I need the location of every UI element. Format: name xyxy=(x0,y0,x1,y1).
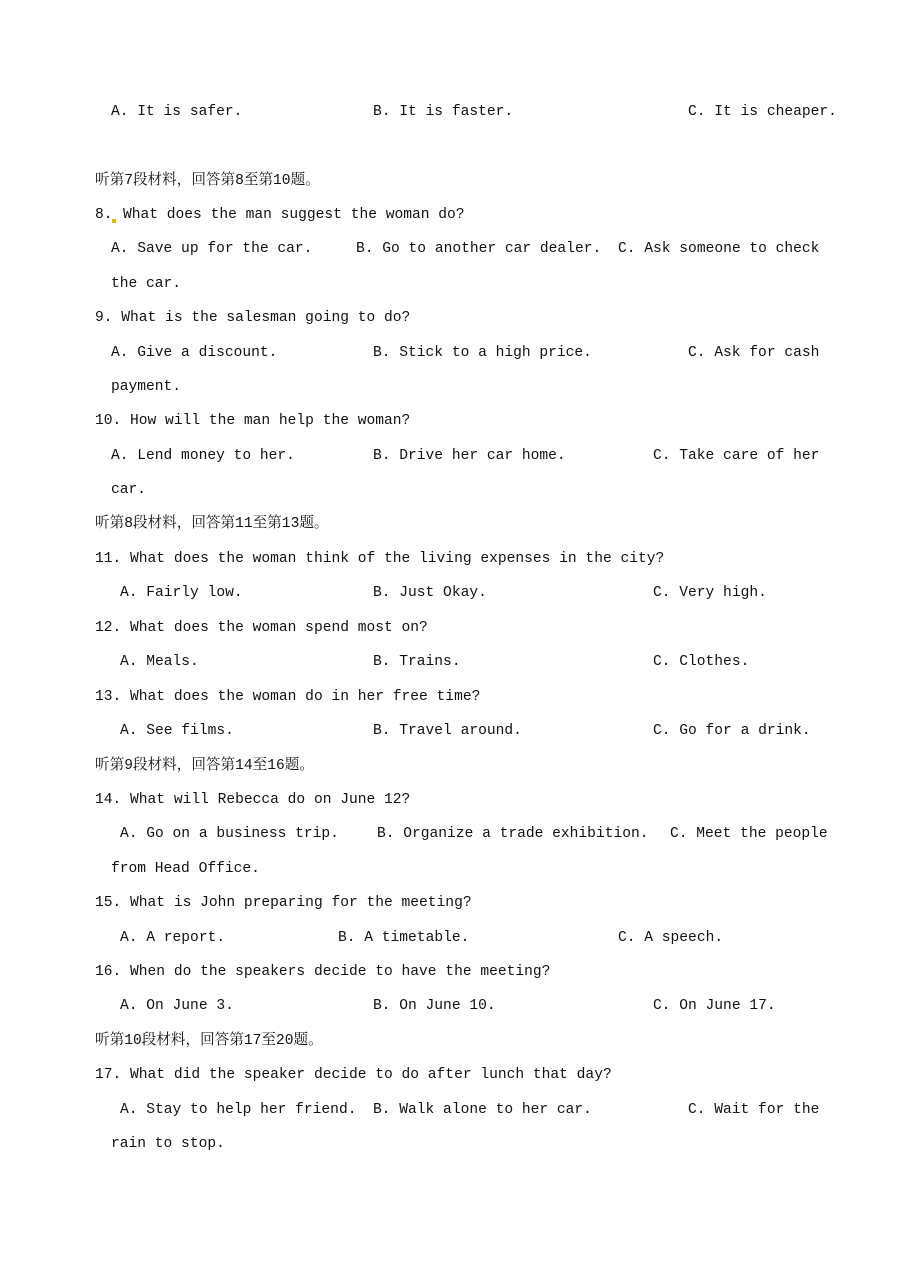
question: 9. What is the salesman going to do? xyxy=(95,310,411,326)
option-continuation: car. xyxy=(111,482,147,498)
option-c: C. Go for a drink. xyxy=(653,723,811,739)
option-b: B. Go to another car dealer. xyxy=(356,241,602,257)
option-continuation: from Head Office. xyxy=(111,861,260,877)
question: 10. How will the man help the woman? xyxy=(95,413,411,429)
option-b: B. Trains. xyxy=(373,654,461,670)
option-b: B. On June 10. xyxy=(373,998,496,1014)
option-b: B. Just Okay. xyxy=(373,585,487,601)
option-b: B. Stick to a high price. xyxy=(373,345,592,361)
option-a: A. Stay to help her friend. xyxy=(120,1102,357,1118)
option-c: C. Very high. xyxy=(653,585,767,601)
section-heading: 听第9段材料，回答第14至16题。 xyxy=(95,758,314,774)
option-c: C. Ask someone to check xyxy=(618,241,820,257)
option-c: C. A speech. xyxy=(618,930,724,946)
option-a: A. Fairly low. xyxy=(120,585,243,601)
question: 12. What does the woman spend most on? xyxy=(95,620,428,636)
option-b: B. It is faster. xyxy=(373,104,514,120)
option-a: A. On June 3. xyxy=(120,998,234,1014)
question: 11. What does the woman think of the living expenses in the city? xyxy=(95,551,665,567)
option-a: A. It is safer. xyxy=(111,104,243,120)
question-number: 8. xyxy=(95,207,113,223)
question: 13. What does the woman do in her free time? xyxy=(95,689,481,705)
option-c: C. Meet the people xyxy=(670,826,828,842)
option-a: A. Meals. xyxy=(120,654,199,670)
option-b: B. Travel around. xyxy=(373,723,522,739)
option-b: B. A timetable. xyxy=(338,930,470,946)
option-a: A. See films. xyxy=(120,723,234,739)
option-c: C. Ask for cash xyxy=(688,345,820,361)
option-c: C. Wait for the xyxy=(688,1102,820,1118)
section-heading: 听第8段材料，回答第11至第13题。 xyxy=(95,516,329,532)
question: 15. What is John preparing for the meeting? xyxy=(95,895,472,911)
option-a: A. Give a discount. xyxy=(111,345,278,361)
option-c: C. It is cheaper. xyxy=(688,104,837,120)
option-continuation: the car. xyxy=(111,276,182,292)
option-continuation: rain to stop. xyxy=(111,1136,225,1152)
option-c: C. On June 17. xyxy=(653,998,776,1014)
option-c: C. Clothes. xyxy=(653,654,750,670)
question: 17. What did the speaker decide to do after lunch that day? xyxy=(95,1067,612,1083)
section-heading: 听第10段材料，回答第17至20题。 xyxy=(95,1033,323,1049)
question: 16. When do the speakers decide to have the meeting? xyxy=(95,964,551,980)
option-a: A. Lend money to her. xyxy=(111,448,295,464)
section-heading: 听第7段材料，回答第8至第10题。 xyxy=(95,173,320,189)
question: What does the man suggest the woman do? xyxy=(123,207,465,223)
option-continuation: payment. xyxy=(111,379,182,395)
option-a: A. Save up for the car. xyxy=(111,241,313,257)
option-b: B. Organize a trade exhibition. xyxy=(377,826,649,842)
option-c: C. Take care of her xyxy=(653,448,820,464)
question: 14. What will Rebecca do on June 12? xyxy=(95,792,411,808)
option-a: A. A report. xyxy=(120,930,226,946)
option-b: B. Walk alone to her car. xyxy=(373,1102,592,1118)
option-b: B. Drive her car home. xyxy=(373,448,566,464)
option-a: A. Go on a business trip. xyxy=(120,826,339,842)
edit-marker xyxy=(112,219,116,223)
